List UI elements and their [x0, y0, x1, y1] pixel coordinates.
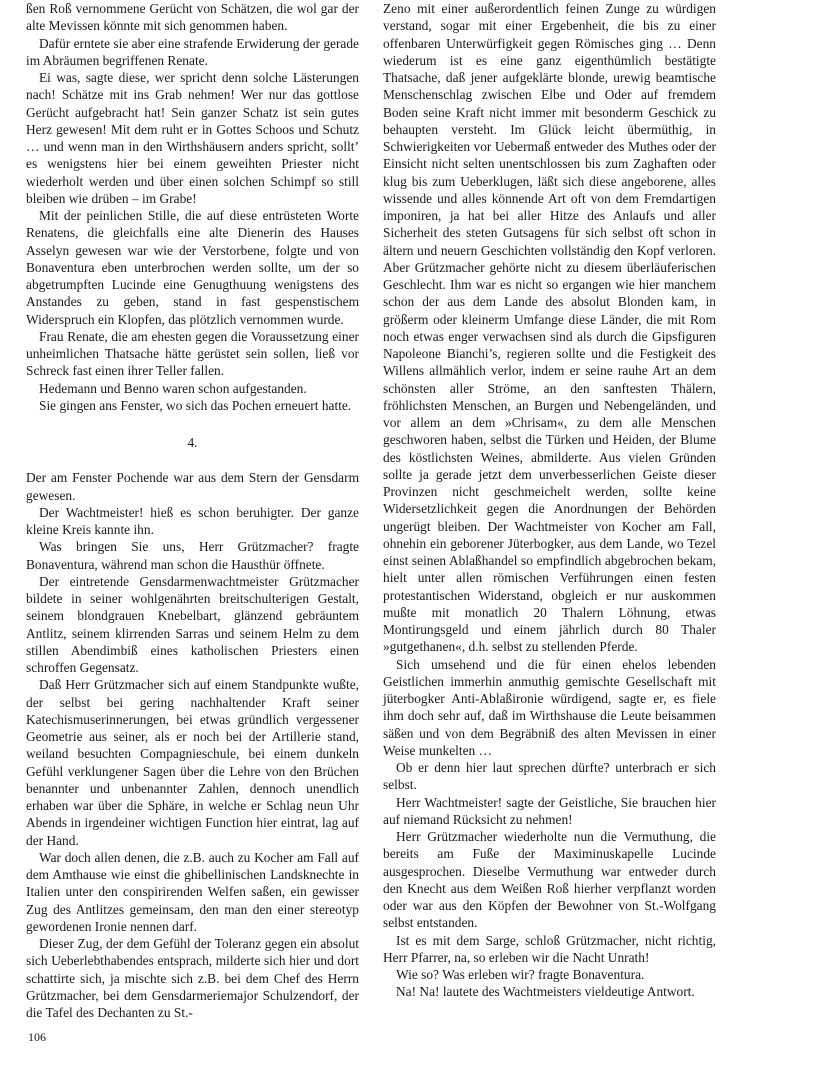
paragraph: Sie gingen ans Fenster, wo sich das Pochen erneuert hatte.: [39, 397, 352, 413]
paragraph: Was bringen Sie uns, Herr Grützmacher? fragte Bonaventura, während man schon die Hausthür öffnete.: [26, 539, 359, 572]
paragraph: Herr Grützmacher wiederholte nun die Vermuthung, die bereits am Fuße der Maximinuskapelle Lucinde ausgesprochen. Dieselbe Vermuthung war entweder durch den Knecht aus dem Weißen Roß hierher verpflanzt worden oder war aus den Köpfen der Bewohner von St.-Wolfgang selbst entstanden.: [383, 829, 716, 931]
paragraph: Na! Na! lautete des Wachtmeisters vieldeutige Antwort.: [396, 984, 695, 1000]
paragraph: War doch allen denen, die z.B. auch zu Kocher am Fall auf dem Amthause wie einst die ghibellinischen Landsknechte in Italien unter den conspirirenden Welfen saßen, ein gewisser Zug des Antlitzes gemeinsam, den man den einer stereotyp gewordenen Ironie nennen darf.: [26, 849, 359, 934]
right-column: [383, 0, 716, 1001]
paragraph: ßen Roß vernommene Gerücht von Schätzen, die wol gar der alte Mevissen könnte mit sich genommen haben.: [26, 1, 359, 34]
paragraph: Hedemann und Benno waren schon aufgestanden.: [39, 380, 307, 396]
paragraph: Herr Wachtmeister! sagte der Geistliche, Sie brauchen hier auf niemand Rücksicht zu nehmen!: [383, 794, 716, 827]
paragraph: Dafür erntete sie aber eine strafende Erwiderung der gerade im Abräumen begriffenen Renate.: [26, 35, 359, 68]
paragraph: Der Wachtmeister! hieß es schon beruhigter. Der ganze kleine Kreis kannte ihn.: [26, 504, 359, 537]
paragraph: Daß Herr Grützmacher sich auf einem Standpunkte wußte, der selbst bei gering nachhaltender Kraft seiner Katechismuserinnerungen, bei etwas gründlich vergessener Geometrie aus seiner, als er noch bei der Artillerie stand, weiland besuchten Compagnieschule, bei einem dunkeln Gefühl verklungener Sagen über die Lehre von den Brüchen benannter und unbenannter Zahlen, dennoch unendlich erhaben war über die Sphäre, in welche er Schlag neun Uhr Abends in irgendeiner wichtigen Function hier eintrat, lag auf der Hand.: [26, 677, 359, 848]
paragraph: Der eintretende Gensdarmenwachtmeister Grützmacher bildete in seiner wohlgenährten breitschulterigen Gestalt, seinem blondgrauen Knebelbart, glänzend gebräuntem Antlitz, seinem klirrenden Sarras und seinem Helm zu dem stillen Abendimbiß eines katholischen Priesters einen schroffen Gegensatz.: [26, 573, 359, 675]
paragraph: Ei was, sagte diese, wer spricht denn solche Lästerungen nach! Schätze mit ins Grab nehmen! Wer nur das gottlose Gerücht aufgebracht hat! Sein ganzer Schatz ist sein gutes Herz gewesen! Mit dem ruht er in Gottes Schoos und Schutz … und wenn man in den Wirthshäusern anders spricht, sollt’ es wenigstens hier bei einem geweihten Priester nicht wiederholt werden und über einen solchen Schimpf so still bleiben wie drüben – im Grabe!: [26, 70, 359, 206]
paragraph: Der am Fenster Pochende war aus dem Stern der Gensdarm gewesen.: [26, 470, 359, 503]
paragraph: Ist es mit dem Sarge, schloß Grützmacher, nicht richtig, Herr Pfarrer, na, so erleben wir die Nacht Unrath!: [383, 932, 716, 965]
paragraph: Ob er denn hier laut sprechen dürfte? unterbrach er sich selbst.: [383, 760, 716, 793]
left-column: [26, 0, 359, 1021]
paragraph: Mit der peinlichen Stille, die auf diese entrüsteten Worte Renatens, die gleichfalls eine alte Dienerin des Hauses Asselyn gewesen war wie der Verstorbene, folgte und von Bonaventura eben unterbrochen werden sollte, um der so abgetrumpften Lucinde eine Genugthuung wenigstens des Anstandes zu geben, stand in fast gespenstischem Widerspruch ein Klopfen, das plötzlich vernommen wurde.: [26, 208, 359, 327]
paragraph: Wie so? Was erleben wir? fragte Bonaventura.: [396, 967, 645, 982]
paragraph: Zeno mit einer außerordentlich feinen Zunge zu würdigen verstand, sogar mit einer Ergebenheit, die bis zu einer offenbaren Unterwürfigkeit gegen Römisches ging … Denn wiederum ist es eine ganz eigenthümlich bestätigte Thatsache, daß jener aufgeklärte blonde, urewig beamtische Menschenschlag zwischen Elbe und Oder auf fremdem Boden seine Kraft nicht immer mit besonderm Geschick zu behaupten versteht. Im Glück leicht übermüthig, in Schwierigkeiten vor Uebermaß entweder des Muthes oder der Einsicht nicht selten unentschlossen bis zum Zaghaften oder klug bis zum Ueberklugen, läßt sich diese angeborene, alles wissende und alles könnende Art oft von dem Fremdartigen imponiren, ja hat bei aller Hitze des Anlaufs und aller Sicherheit des steten Gutsagens für sich selbst oft schon in ältern und neuern Geschichten vollständig den Kopf verloren. Aber Grützmacher gehörte nicht zu diesem überläuferischen Geschlecht. Ihm war es nicht so ergangen wie hier manchem schon der aus dem Lande des absolut Blonden kam, in größerm oder kleinerm Umfange diese Länder, die mit Rom noch etwas enger verwachsen sind als durch die Gipsfiguren Napoleone Bianchi’s, regieren sollte und die Festigkeit des Willens allmählich verlor, indem er seine rauhe Art an dem schönsten aller Ströme, an den sanftesten Thälern, fröhlichsten Menschen, an Burgen und Nebengeländen, und vor allem an dem »Chrisam«, zu dem alle Menschen geschworen haben, selbst die Türken und Heiden, der Blume des köstlichsten Weines, abmilderte. Aus vielen Gründen sollte ja gerade jetzt dem unverbesserlichen Geiste dieser Provinzen nicht geschmeichelt werden, sollte keine Widersetzlichkeit gegen die Anordnungen der Behörden ungerügt bleiben. Der Wachtmeister von Kocher am Fall, ohnehin ein geborener Jüterbogker, aus dem Lande, wo Tezel einst seinen Ablaßhandel so empfindlich abgebrochen bekam, hielt unter allen römischen Verführungen einen festen protestantischen Widerstand, obgleich er nur auskommen mußte mit monatlich 20 Thalern Löhnung, etwas Montirungsgeld und einem jährlich durch 80 Thaler »gutgethanen«, d.h. selbst zu stellenden Pferde.: [383, 1, 716, 655]
paragraph: Dieser Zug, der dem Gefühl der Toleranz gegen ein absolut sich Ueberlebthabendes entsprach, milderte sich hier und dort schattirte sich, ja mischte sich z.B. bei dem Chef des Herrn Grützmacher, bei dem Gensdarmeriemajor Schulzendorf, der die Tafel des Dechanten zu St.-: [26, 936, 359, 1020]
paragraph: Frau Renate, die am ehesten gegen die Voraussetzung einer unheimlichen Thatsache hätte gerüstet sein sollen, ließ vor Schreck fast einen ihrer Teller fallen.: [26, 328, 359, 379]
chapter-heading: 4.: [187, 435, 198, 450]
page-number: 106: [28, 1030, 46, 1044]
paragraph: Sich umsehend und die für einen ehelos lebenden Geistlichen immerhin anmuthig gemischte Gesellschaft mit jüterbogker Anti-Ablaßironie würdigend, sagte er, es fiele ihm doch sehr auf, daß im Wirthshause die Leute beisammen säßen und von dem Begräbniß des alten Mevissen in einer Weise munkelten …: [383, 656, 716, 758]
